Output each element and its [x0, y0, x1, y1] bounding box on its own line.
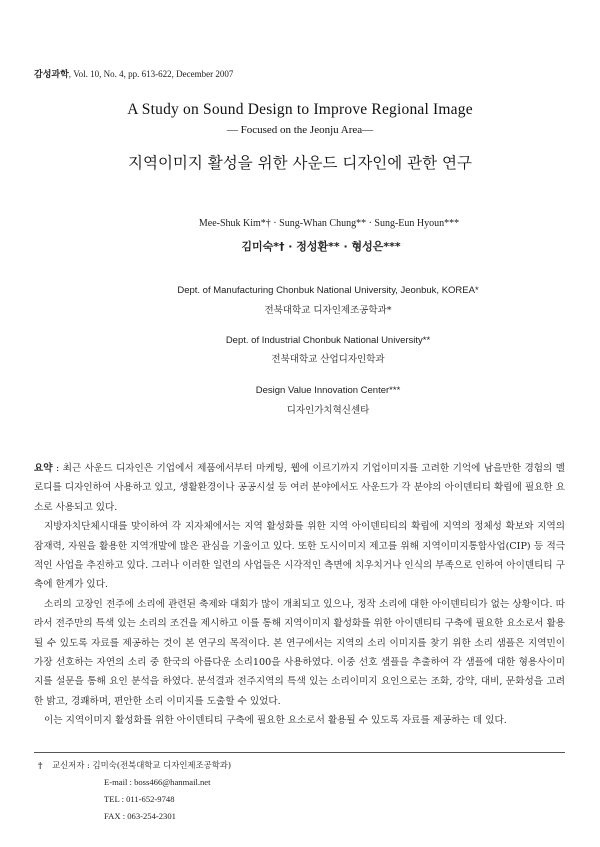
footnote: [38, 757, 231, 825]
affiliation-2-korean: 전북대학교 산업디자인학과: [271, 354, 385, 365]
subtitle-english: — Focused on the Jeonju Area—: [226, 124, 374, 136]
footnote-email: E-mail : boss466@hanmail.net: [104, 777, 211, 787]
affiliation-3-english: Design Value Innovation Center***: [255, 385, 401, 396]
abstract-paragraph-3: 소리의 고장인 전주에 소리에 관련된 축제와 대회가 많이 개최되고 있으나, 정작 소리에 대한 아이덴티티가 없는 상황이다. 따라서 전주만의 특색 있는 소리의 조건을 제시하고 이를 통해 지역이미지 활성화를 위한 아이덴티티 구축에 필요한 요소로서 활용될 수 있도록 자료를 제공하는 것이 본 연구의 목적이다. 본 연구에서는 지역의 소리 이미지를 찾기 위한 소리 샘플은 지역민이 가장 선호하는 자연의 소리 중 한국의 아름다운 소리100을 사용하였다. 이중 선호 샘플을 추출하여 각 샘플에 대한 형용사이미지를 설문을 통해 요인 분석을 하였다. 분석결과 전주지역의 특색 있는 소리이미지 요인으로는 조화, 강약, 대비, 문화성을 고려한 밝고, 경쾌하며, 편안한 소리 이미지를 도출할 수 있었다.: [34, 598, 565, 707]
journal-volume-info: , Vol. 10, No. 4, pp. 613-622, December 2007: [68, 69, 234, 79]
title-english: A Study on Sound Design to Improve Regional Image: [127, 101, 473, 118]
affiliation-2-english: Dept. of Industrial Chonbuk National University**: [225, 335, 431, 346]
abstract: [34, 459, 565, 731]
journal-name: 감성과학: [34, 70, 69, 80]
dagger-mark: †: [38, 760, 43, 770]
abstract-paragraph-1: [34, 459, 565, 517]
footnote-corresponding-author: 교신저자 : 김미숙(전북대학교 디자인제조공학과): [52, 760, 232, 770]
footnote-corresponding-line: [38, 757, 231, 774]
authors-english: Mee-Shuk Kim*† · Sung-Whan Chung** · Sung-Eun Hyoun***: [198, 218, 460, 229]
affiliation-1-korean: 전북대학교 디자인제조공학과*: [264, 305, 392, 316]
title-korean: 지역이미지 활성을 위한 사운드 디자인에 관한 연구: [128, 154, 472, 172]
abstract-label: 요약: [34, 463, 53, 474]
footnote-tel: TEL : 011-652-9748: [104, 794, 175, 804]
journal-citation: [34, 67, 233, 80]
abstract-paragraph-1-text: : 최근 사운드 디자인은 기업에서 제품에서부터 마케팅, 웹에 이르기까지 기업이미지를 고려한 기억에 남을만한 경험의 멜로디를 디자인하여 사용하고 있고, 생활환경이나 공공시설 등 여러 분야에서도 사운드가 각 분야의 아이덴티티 확립에 필요한 요소로 사용되고 있다.: [34, 463, 565, 513]
footnote-divider: [34, 752, 565, 753]
affiliation-3-korean: 디자인가치혁신센타: [286, 405, 370, 416]
affiliation-1-english: Dept. of Manufacturing Chonbuk National University, Jeonbuk, KOREA*: [177, 285, 479, 296]
abstract-paragraph-4: 이는 지역이미지 활성화를 위한 아이덴티티 구축에 필요한 요소로서 활용될 수 있도록 자료를 제공하는 데 있다.: [44, 715, 507, 727]
authors-korean: 김미숙*† · 정성환** · 형성은***: [241, 240, 401, 253]
abstract-paragraph-2: 지방자치단체시대를 맞이하여 각 지자체에서는 지역 활성화를 위한 지역 아이덴티티의 확립에 지역의 정체성 확보와 지역의 잠재력, 자원을 활용한 지역개발에 많은 관심을 기울이고 있다. 또한 도시이미지 제고를 위해 지역이미지통합사업(CIP) 등 적극적인 사업을 추진하고 있다. 그러나 이러한 일련의 사업들은 시각적인 측면에 치우치거나 인식의 부족으로 인하여 아이덴티티 구축에 한계가 있다.: [34, 521, 565, 591]
footnote-fax: FAX : 063-254-2301: [104, 811, 176, 821]
